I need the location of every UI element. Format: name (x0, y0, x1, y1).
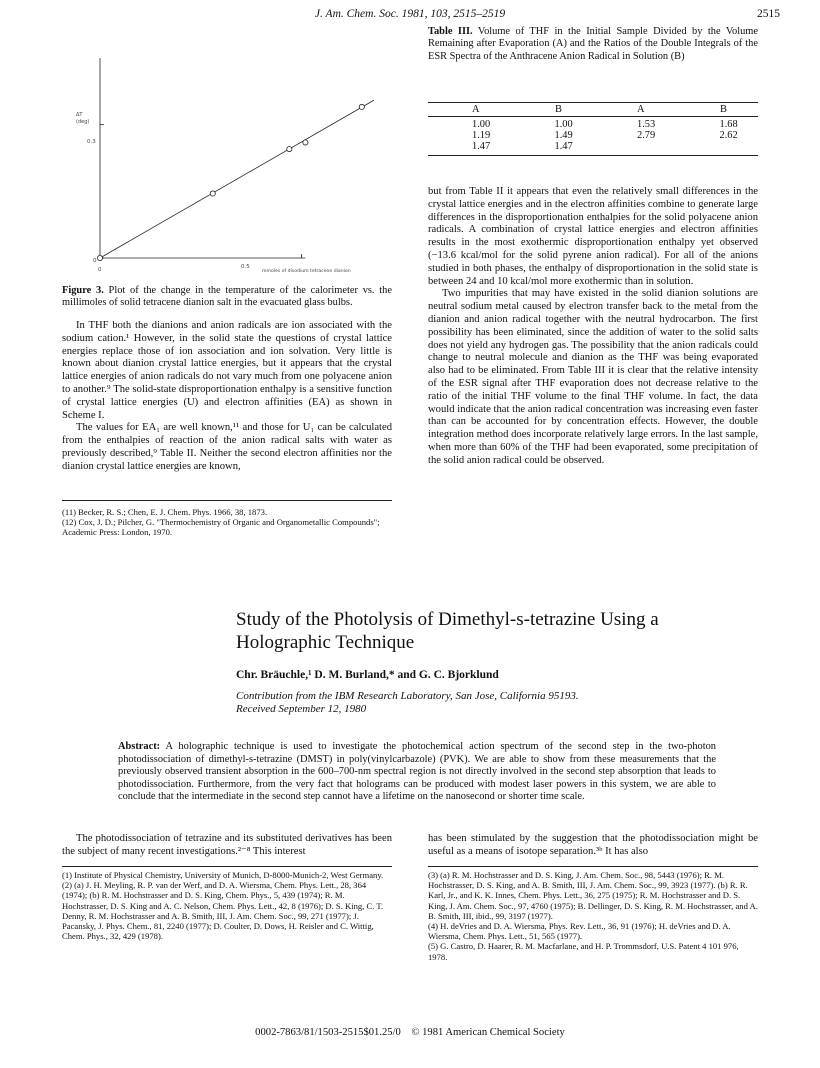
column-header: A (636, 104, 645, 115)
footnote-rule (62, 500, 392, 501)
table-cell: 1.00 (554, 119, 573, 130)
table-cell: 2.62 (719, 130, 738, 141)
table-header-row (428, 103, 758, 116)
y-axis-unit: (deg) (76, 119, 90, 125)
article-title: Study of the Photolysis of Dimethyl-s-tetrazine Using a Holographic Technique (236, 609, 659, 653)
page-number: 2515 (757, 8, 780, 20)
table-3-caption: Table III. Volume of THF in the Initial Sample Divided by the Volume Remaining after Evaporation (A) and the Ratios of the Double Integrals of the ESR Spectra of the Anthracene Anion Radical in Solution (B) (428, 26, 758, 62)
data-point (359, 104, 364, 109)
footnote: (11) Becker, R. S.; Chen, E. J. Chem. Phys. 1966, 38, 1873. (62, 507, 268, 517)
footnote: (3) (a) R. M. Hochstrasser and D. S. King, J. Am. Chem. Soc., 98, 5443 (1976); R. M. Hochstrasser, D. S. King, and A. B. Smith, III, J. Am. Chem. Soc., 99, 3923 (1977). (b) R. R. Karl, Jr., and K. K. Innes, Chem. Phys. Lett., 36, 275 (1975); R. M. Hochstrasser and D. S. King, J. Am. Chem. Soc., 97, 4760 (1975); B. Dellinger, D. S. King, R. M. Hochstrasser, and A. B. Smith, III, ibid., 99, 3197 (1977). (428, 870, 758, 921)
article-code: 0002-7863/81/1503-2515$01.25/0 (255, 1027, 401, 1038)
table-row (428, 130, 758, 141)
data-point (303, 140, 308, 145)
column-header: B (554, 104, 562, 115)
column-header: B (719, 104, 727, 115)
column-header: A (472, 104, 480, 115)
footnote: (5) G. Castro, D. Haarer, R. M. Macfarlane, and H. P. Trommsdorf, U.S. Patent 4 101 976, 1978. (428, 941, 739, 962)
footnotes-left (62, 507, 392, 538)
table-cell: 1.47 (554, 141, 573, 152)
figure-3-caption: Figure 3. Plot of the change in the temperature of the calorimeter vs. the millimoles of solid tetracene dianion salt in the evacuated glass bulbs. (62, 285, 392, 309)
right-column (428, 186, 758, 468)
y-tick-label: 0.3 (87, 139, 96, 145)
table-cell: 1.68 (719, 119, 738, 130)
table-row (428, 141, 758, 152)
footnote-rule (428, 866, 758, 867)
page-footer (0, 1027, 820, 1038)
table-cell: 2.79 (637, 130, 656, 141)
x-tick-label: 0.5 (241, 264, 250, 270)
fit-line (100, 100, 374, 258)
data-point (97, 255, 102, 260)
y-tick-label: 0 (93, 258, 97, 264)
article-authors: Chr. Bräuchle,¹ D. M. Burland,* and G. C. Bjorklund (236, 669, 499, 681)
footnotes-article-right (428, 870, 758, 962)
table-cell: 1.00 (472, 119, 491, 130)
journal-citation: J. Am. Chem. Soc. 1981, 103, 2515–2519 (314, 8, 506, 20)
footnote: (2) (a) J. H. Meyling, R. P. van der Werf, and D. A. Wiersma, Chem. Phys. Lett., 28, 364 (1974); (b) R. M. Hochstrasser and D. S. King, Chem. Phys., 5, 439 (1974); R. M. Hochstrasser, D. S. King and A. C. Nelson, Chem. Phys. Lett., 42, 8 (1976); D. S. King, C. T. Denny, R. M. Hochstrasser and A. B. Smith, III, J. Am. Chem. Soc., 99, 271 (1977); J. Pacansky, J. Phys. Chem., 81, 2240 (1977); D. Coulter, D. Dows, H. Reisler and C. Wittig, Chem. Phys., 32, 429 (1978). (62, 880, 384, 942)
left-column (62, 320, 392, 474)
copyright: © 1981 American Chemical Society (411, 1027, 565, 1038)
data-point (210, 191, 215, 196)
table-cell (676, 141, 759, 152)
table-row (428, 119, 758, 130)
table-cell (593, 141, 676, 152)
body-right (428, 833, 758, 859)
footnote-rule (62, 866, 392, 867)
footnotes-article-left (62, 870, 392, 941)
figure-3-plot (62, 50, 392, 276)
table-cell: 1.19 (472, 130, 491, 141)
article-affiliation: Contribution from the IBM Research Laboratory, San Jose, California 95193. Received September 12, 1980 (236, 690, 579, 715)
y-axis-label: ΔT (76, 112, 83, 118)
paragraph: has been stimulated by the suggestion that the photodissociation might be useful as a means of isotope separation.³ᵇ It has also (428, 833, 758, 857)
footnote: (12) Cox, J. D.; Pilcher, G. "Thermochemistry of Organic and Organometallic Compounds"; Academic Press: London, 1970. (62, 517, 380, 538)
footnote: (1) Institute of Physical Chemistry, University of Munich, D-8000-Munich-2, West Germany. (62, 870, 384, 880)
paragraph: but from Table II it appears that even the relatively small differences in the crystal lattice energies and in the electron affinities combine to generate large differences in the disproportionation enthalpies for the solid polyacene anion radicals. A combination of crystal lattice energies and electron affinities results in the most exothermic disproportionation enthalpy yet observed (−13.6 kcal/mol for the solid pyrene anion radical). For all of the anions studied in both phases, the enthalpy of disproportionation in the solid state is between 24 and 10 kcal/mol more exothermic than in solution. (428, 186, 758, 287)
table-3 (428, 102, 758, 156)
body-left (62, 833, 392, 859)
paragraph: Two impurities that may have existed in the solid dianion solutions are neutral sodium metal caused by electron transfer back to the metal from the dianion and anion radical together with the neutral hydrocarbon. The first possibility has been eliminated, since the addition of water to the solid salts does not yield any hydrogen gas. The possibility that the anion radicals could change to neutral molecule and dianion as the THF was being evaporated also had to be eliminated. From Table III it is clear that the relative intensity of the ESR signal after THF evaporation does not decrease relative to the ratio of the initial THF volume to the final THF volume. In fact, the data would indicate that the anion radical concentration was increasing even faster than can be accounted for by concentration effects. However, the double integration method does incorporate relatively large errors. In the last sample, when more than 60% of the THF had been evaporated, some precipitation of the solid anion radical could be observed. (428, 288, 758, 466)
table-cell: 1.49 (554, 130, 573, 141)
x-axis-label: mmoles of disodium tetracene dianion (262, 269, 351, 274)
paragraph: The values for EA₁ are well known,¹¹ and those for U₁ can be calculated from the enthalpies of reaction of the anion radical salts with water as previously described,⁹ Table II. Neither the second electron affinities nor the dianion crystal lattice energies are known, (62, 422, 392, 472)
paragraph: In THF both the dianions and anion radicals are ion associated with the sodium cation.¹ However, in the solid state the questions of crystal lattice energies replace those of ion association and ion solvation. Very little is known about dianion crystal lattice energies, but it appears that the crystal lattice energies of anion radicals do not vary much from one polyacene anion to another.⁹ The solid-state disproportionation enthalpy is a sensitive function of crystal lattice energies (U) and electron affinities (EA) as shown in Scheme I. (62, 320, 392, 421)
x-tick-label: 0 (98, 267, 102, 273)
table-cell: 1.53 (637, 119, 656, 130)
abstract: Abstract: A holographic technique is used to investigate the photochemical action spectrum of the second step in the two-photon photodissociation of dimethyl-s-tetrazine (DMST) in poly(vinylcarbazole) (PVK). We are able to show from these measurements that the previously observed transient absorption in the 600–700-nm spectral region is not directly involved in the second step absorption that leads to photodissociation. Furthermore, from the very fact that holograms can be produced with modest laser powers in this system, we are able to conclude that the intermediate in the second step cannot have a lifetime on the nanosecond or shorter time scale. (118, 741, 716, 802)
table-cell: 1.47 (472, 141, 491, 152)
paragraph: The photodissociation of tetrazine and its substituted derivatives has been the subject of many recent investigations.²⁻⁸ This interest (62, 833, 392, 857)
footnote: (4) H. deVries and D. A. Wiersma, Phys. Rev. Lett., 36, 91 (1976); H. deVries and D. A. Wiersma, Chem. Phys. Lett., 51, 565 (1977). (428, 921, 731, 942)
running-header (0, 8, 820, 20)
data-point (287, 147, 292, 152)
